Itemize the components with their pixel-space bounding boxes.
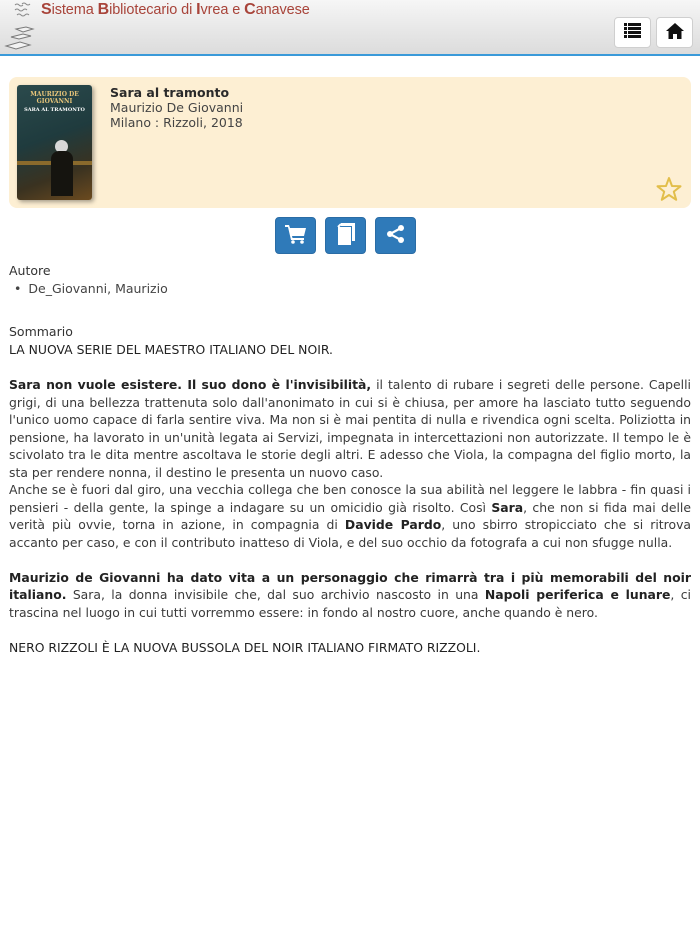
- favorite-button[interactable]: [655, 175, 683, 203]
- book-icon: [337, 223, 355, 249]
- book-cover-image[interactable]: [17, 85, 92, 200]
- share-icon: [386, 224, 406, 248]
- share-button[interactable]: [375, 217, 416, 254]
- author-link[interactable]: • De_Giovanni, Maurizio: [14, 281, 168, 296]
- library-logo-icon: [2, 0, 42, 54]
- record-publication: Milano : Rizzoli, 2018: [110, 115, 243, 130]
- library-brand-title: Sistema Bibliotecario di Ivrea e Canavese: [41, 1, 310, 18]
- summary-paragraph-3: Maurizio de Giovanni ha dato vita a un personaggio che rimarrà tra i più memorabili del noir italiano. Sara, la donna invisibile che, dal suo archivio nascosto in una Napoli periferica e lunare, ci trascina nel luogo in cui tutti vorremmo essere: in fondo al nostro cuore, anche quando è nero.: [9, 569, 691, 620]
- author-section-label: Autore: [9, 263, 51, 278]
- summary-body: [9, 376, 691, 656]
- summary-paragraph-2: Anche se è fuori dal giro, una vecchia collega che ben conosce la sua abilità nel leggere le labbra - fin quasi i pensieri - della gente, la spinge a indagare su un omicidio già risolto. Così Sara, che non si fida mai delle verità più ovvie, torna in azione, in compagnia di Davide Pardo, uno sbirro stropicciato che si ritrova accanto per caso, e con il contributo inatteso di Viola, e del suo occhio da fotografa a cui non sfugge nulla.: [9, 482, 691, 550]
- summary-headline: LA NUOVA SERIE DEL MAESTRO ITALIANO DEL NOIR.: [9, 342, 333, 357]
- summary-paragraph-1: Sara non vuole esistere. Il suo dono è l'invisibilità, il talento di rubare i segreti delle persone. Capelli grigi, di una bellezza trattenuta solo dall'anonimato in cui si è chiusa, per amore ha lasciato tutto seguendo l'unico uomo capace di farla sentire viva. Ma non si è mai pentita di nulla e rivendica ogni scelta. Poliziotta in pensione, ha lavorato in un'unità legata ai Servizi, impegnata in intercettazioni non autorizzate. Il tempo le è scivolato tra le dita mentre ascoltava le storie degli altri. E adesso che Viola, la compagna del figlio morto, la sta per rendere nonna, il destino le presenta un nuovo caso.: [9, 377, 691, 480]
- cover-author-text: MAURIZIO DE GIOVANNI: [30, 91, 79, 105]
- cart-button[interactable]: [275, 217, 316, 254]
- home-icon: [666, 23, 684, 43]
- author-list: [14, 281, 168, 296]
- record-actions: [275, 217, 416, 254]
- app-header: [0, 0, 700, 56]
- cover-art-figure-body: [51, 151, 73, 196]
- star-outline-icon: [655, 188, 683, 207]
- home-button[interactable]: [656, 17, 693, 48]
- record-title: Sara al tramonto: [110, 85, 230, 100]
- summary-section-label: Sommario: [9, 324, 73, 339]
- book-button[interactable]: [325, 217, 366, 254]
- summary-closing: NERO RIZZOLI È LA NUOVA BUSSOLA DEL NOIR ITALIANO FIRMATO RIZZOLI.: [9, 639, 481, 655]
- record-card: [9, 77, 691, 208]
- cart-icon: [285, 224, 307, 248]
- cover-title-text: SARA AL TRAMONTO: [24, 107, 85, 113]
- record-author: Maurizio De Giovanni: [110, 100, 244, 115]
- list-icon: [624, 23, 641, 42]
- list-menu-button[interactable]: [614, 17, 651, 48]
